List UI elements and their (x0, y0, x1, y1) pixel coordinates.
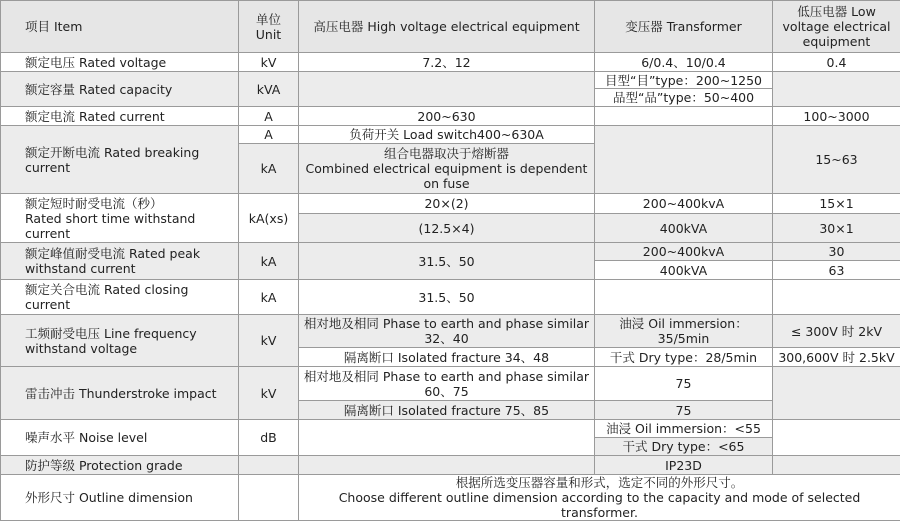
unit-cell: kA (239, 144, 299, 194)
transformer-cell (595, 126, 773, 194)
hv-cell: 隔离断口 Isolated fracture 75、85 (299, 401, 595, 420)
transformer-cell (595, 280, 773, 315)
transformer-cell: 75 (595, 367, 773, 401)
lv-cell (773, 280, 900, 315)
lv-cell: 30 (773, 243, 900, 261)
transformer-cell: 6/0.4、10/0.4 (595, 53, 773, 72)
hv-cell: 200~630 (299, 107, 595, 126)
row-rated-voltage (1, 53, 900, 72)
transformer-cell: 200~400kvA (595, 243, 773, 261)
transformer-cell: 400kVA (595, 261, 773, 280)
unit-cell (239, 456, 299, 475)
unit-cell: kA(xs) (239, 194, 299, 243)
row-line-frequency (1, 315, 900, 348)
row-label: 噪声水平 Noise level (1, 420, 239, 456)
row-rated-capacity (1, 72, 900, 89)
transformer-cell: 油浸 Oil immersion：<55 (595, 420, 773, 438)
lv-cell: ≤ 300V 时 2kV (773, 315, 900, 348)
lv-cell: 300,600V 时 2.5kV (773, 348, 900, 367)
lv-cell (773, 420, 900, 456)
row-rated-current (1, 107, 900, 126)
unit-cell: kA (239, 243, 299, 280)
row-peak-withstand (1, 243, 900, 261)
hv-cell (299, 456, 595, 475)
transformer-cell: 75 (595, 401, 773, 420)
transformer-cell: 油浸 Oil immersion： 35/5min (595, 315, 773, 348)
unit-cell: dB (239, 420, 299, 456)
hv-cell: 20×(2) (299, 194, 595, 214)
lv-cell (773, 72, 900, 107)
hv-cell (299, 420, 595, 456)
row-label: 防护等级 Protection grade (1, 456, 239, 475)
row-label: 额定开断电流 Rated breaking current (1, 126, 239, 194)
transformer-cell (595, 107, 773, 126)
lv-cell (773, 456, 900, 475)
hv-cell (299, 72, 595, 107)
lv-cell: 30×1 (773, 214, 900, 243)
hv-cell: 相对地及相同 Phase to earth and phase similar 32、40 (299, 315, 595, 348)
transformer-cell: 200~400kvA (595, 194, 773, 214)
row-noise-level (1, 420, 900, 438)
row-thunderstroke (1, 367, 900, 401)
unit-cell: A (239, 126, 299, 144)
header-unit: 单位 Unit (239, 1, 299, 53)
lv-cell: 100~3000 (773, 107, 900, 126)
hv-cell: 31.5、50 (299, 280, 595, 315)
header-high-voltage: 高压电器 High voltage electrical equipment (299, 1, 595, 53)
lv-cell: 15×1 (773, 194, 900, 214)
hv-cell: 7.2、12 (299, 53, 595, 72)
unit-cell: kV (239, 315, 299, 367)
header-item: 项目 Item (1, 1, 239, 53)
row-label: 雷击冲击 Thunderstroke impact (1, 367, 239, 420)
row-label: 额定短时耐受电流（秒） Rated short time withstand current (1, 194, 239, 243)
transformer-cell: 干式 Dry type：<65 (595, 438, 773, 456)
header-transformer: 变压器 Transformer (595, 1, 773, 53)
row-label: 额定关合电流 Rated closing current (1, 280, 239, 315)
row-label: 额定峰值耐受电流 Rated peak withstand current (1, 243, 239, 280)
hv-cell: 隔离断口 Isolated fracture 34、48 (299, 348, 595, 367)
header-row (1, 1, 900, 53)
unit-cell: kV (239, 53, 299, 72)
transformer-cell: 干式 Dry type：28/5min (595, 348, 773, 367)
unit-cell: A (239, 107, 299, 126)
hv-cell: 相对地及相同 Phase to earth and phase similar 60、75 (299, 367, 595, 401)
lv-cell: 15~63 (773, 126, 900, 194)
hv-cell: (12.5×4) (299, 214, 595, 243)
row-protection-grade (1, 456, 900, 475)
header-low-voltage: 低压电器 Low voltage electrical equipment (773, 1, 900, 53)
row-short-time-withstand (1, 194, 900, 214)
row-label: 工频耐受电压 Line frequency withstand voltage (1, 315, 239, 367)
lv-cell: 63 (773, 261, 900, 280)
row-label: 额定电流 Rated current (1, 107, 239, 126)
unit-cell: kA (239, 280, 299, 315)
row-label: 外形尺寸 Outline dimension (1, 475, 239, 521)
transformer-cell: 目型“目”type：200~1250 (595, 72, 773, 89)
unit-cell (239, 475, 299, 521)
row-outline-dimension (1, 475, 900, 521)
transformer-cell: IP23D (595, 456, 773, 475)
row-label: 额定容量 Rated capacity (1, 72, 239, 107)
transformer-cell: 400kVA (595, 214, 773, 243)
lv-cell: 0.4 (773, 53, 900, 72)
unit-cell: kV (239, 367, 299, 420)
row-closing-current (1, 280, 900, 315)
transformer-cell: 品型“品”type：50~400 (595, 89, 773, 107)
hv-cell: 31.5、50 (299, 243, 595, 280)
hv-cell: 负荷开关 Load switch400~630A (299, 126, 595, 144)
row-rated-breaking-current (1, 126, 900, 144)
lv-cell (773, 367, 900, 420)
unit-cell: kVA (239, 72, 299, 107)
hv-cell: 组合电器取决于熔断器 Combined electrical equipment is dependent on fuse (299, 144, 595, 194)
outline-value: 根据所选变压器容量和形式，选定不同的外形尺寸。 Choose different outline dimension according to the capacity and mode of selected transformer. (299, 475, 900, 521)
row-label: 额定电压 Rated voltage (1, 53, 239, 72)
